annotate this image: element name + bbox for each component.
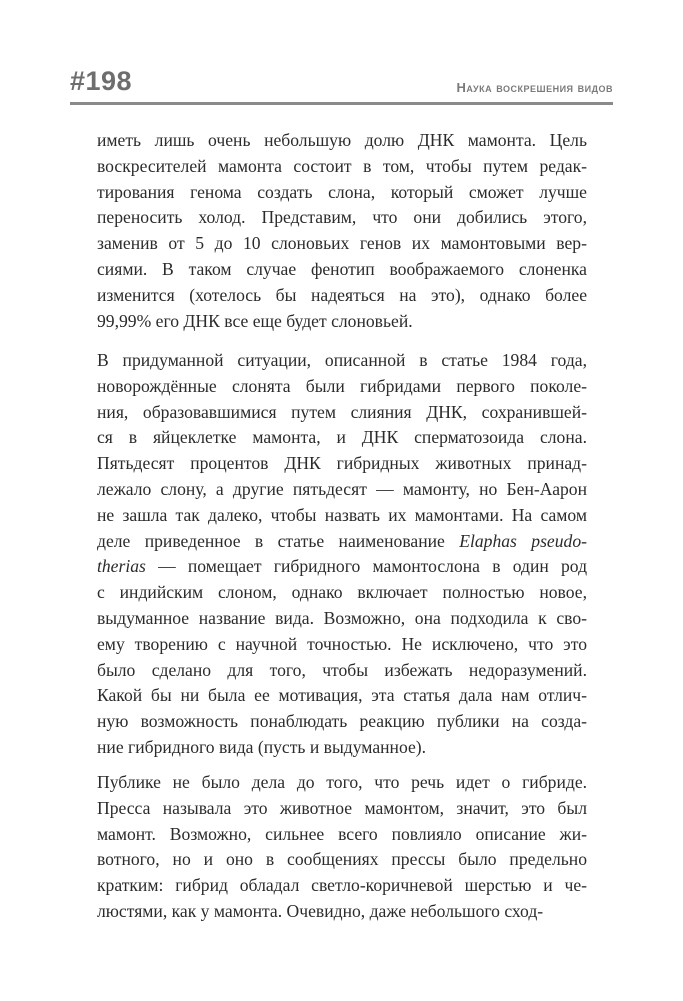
text-line: новорождённые слонята были гибридами первого поколе-	[97, 375, 588, 396]
text-line: Какой бы ни была ее мотивация, эта статья дала нам отлич-	[97, 685, 587, 706]
text-line	[97, 529, 587, 555]
text-line: люстями, как у мамонта. Очевидно, даже небольшого сход-	[97, 900, 544, 921]
text-run: — помещает гибридного мамонтослона в один род	[145, 556, 588, 577]
paragraph-2	[97, 348, 587, 761]
text-line: с индийским слоном, однако включает полностью новое,	[97, 582, 587, 603]
text-line: иметь лишь очень небольшую долю ДНК мамонта. Цель	[97, 130, 587, 150]
text-line: Пресса называла это животное мамонтом, значит, это был	[97, 797, 587, 818]
text-line: заменив от 5 до 10 слоновьих генов их мамонтовыми вер-	[97, 233, 587, 254]
page-header	[70, 60, 613, 105]
text-line: не зашла так далеко, чтобы назвать их мамонтами. На самом	[97, 504, 588, 525]
text-line: лежало слону, а другие пятьдесят — мамонту, но Бен-Аарон	[97, 478, 588, 499]
species-name-italic: therias	[97, 556, 146, 577]
text-line: ся в яйцеклетке мамонта, и ДНК сперматозоида слона.	[97, 427, 587, 448]
page-number: #198	[70, 66, 133, 96]
text-line: вотного, но и оно в сообщениях прессы было предельно	[97, 849, 588, 870]
species-name-italic: Elaphas pseudo-	[459, 530, 587, 551]
text-line: сиями. В таком случае фенотип воображаемого слоненка	[97, 258, 587, 279]
paragraph-3	[97, 770, 587, 925]
text-line: 99,99% его ДНК все еще будет слоновьей.	[97, 310, 413, 331]
text-line: мамонт. Возможно, сильнее всего повлияло описание жи-	[97, 823, 587, 844]
text-line: ния, образовавшимися путем слияния ДНК, сохранившей-	[97, 401, 588, 422]
text-line: кратким: гибрид обладал светло-коричневой шерстью и че-	[97, 875, 588, 896]
text-line: Публике не было дела до того, что речь идет о гибриде.	[97, 772, 588, 792]
running-head: Наука воскрешения видов	[456, 80, 613, 95]
text-line: Пятьдесят процентов ДНК гибридных животных принад-	[97, 453, 587, 474]
paragraph-1	[97, 128, 587, 334]
text-line	[97, 554, 587, 580]
text-run: деле приведенное в статье наименование	[97, 530, 460, 551]
text-line: воскресителей мамонта состоит в том, чтобы путем редак-	[97, 155, 588, 176]
text-line: ние гибридного вида (пусть и выдуманное).	[97, 736, 427, 757]
text-line: было сделано для того, чтобы избежать недоразумений.	[97, 659, 587, 680]
text-line: выдуманное название вида. Возможно, она подходила к сво-	[97, 607, 587, 628]
text-line: переносить холод. Представим, что они добились этого,	[97, 207, 587, 228]
text-line: тирования генома создать слона, который сможет лучше	[97, 181, 587, 202]
text-line: изменится (хотелось бы надеяться на это), однако более	[97, 284, 588, 305]
text-line: ему творению с научной точностью. Не исключено, что это	[97, 633, 587, 654]
text-line: ную возможность понаблюдать реакцию публики на созда-	[97, 711, 587, 732]
text-line: В придуманной ситуации, описанной в статье 1984 года,	[97, 350, 587, 370]
